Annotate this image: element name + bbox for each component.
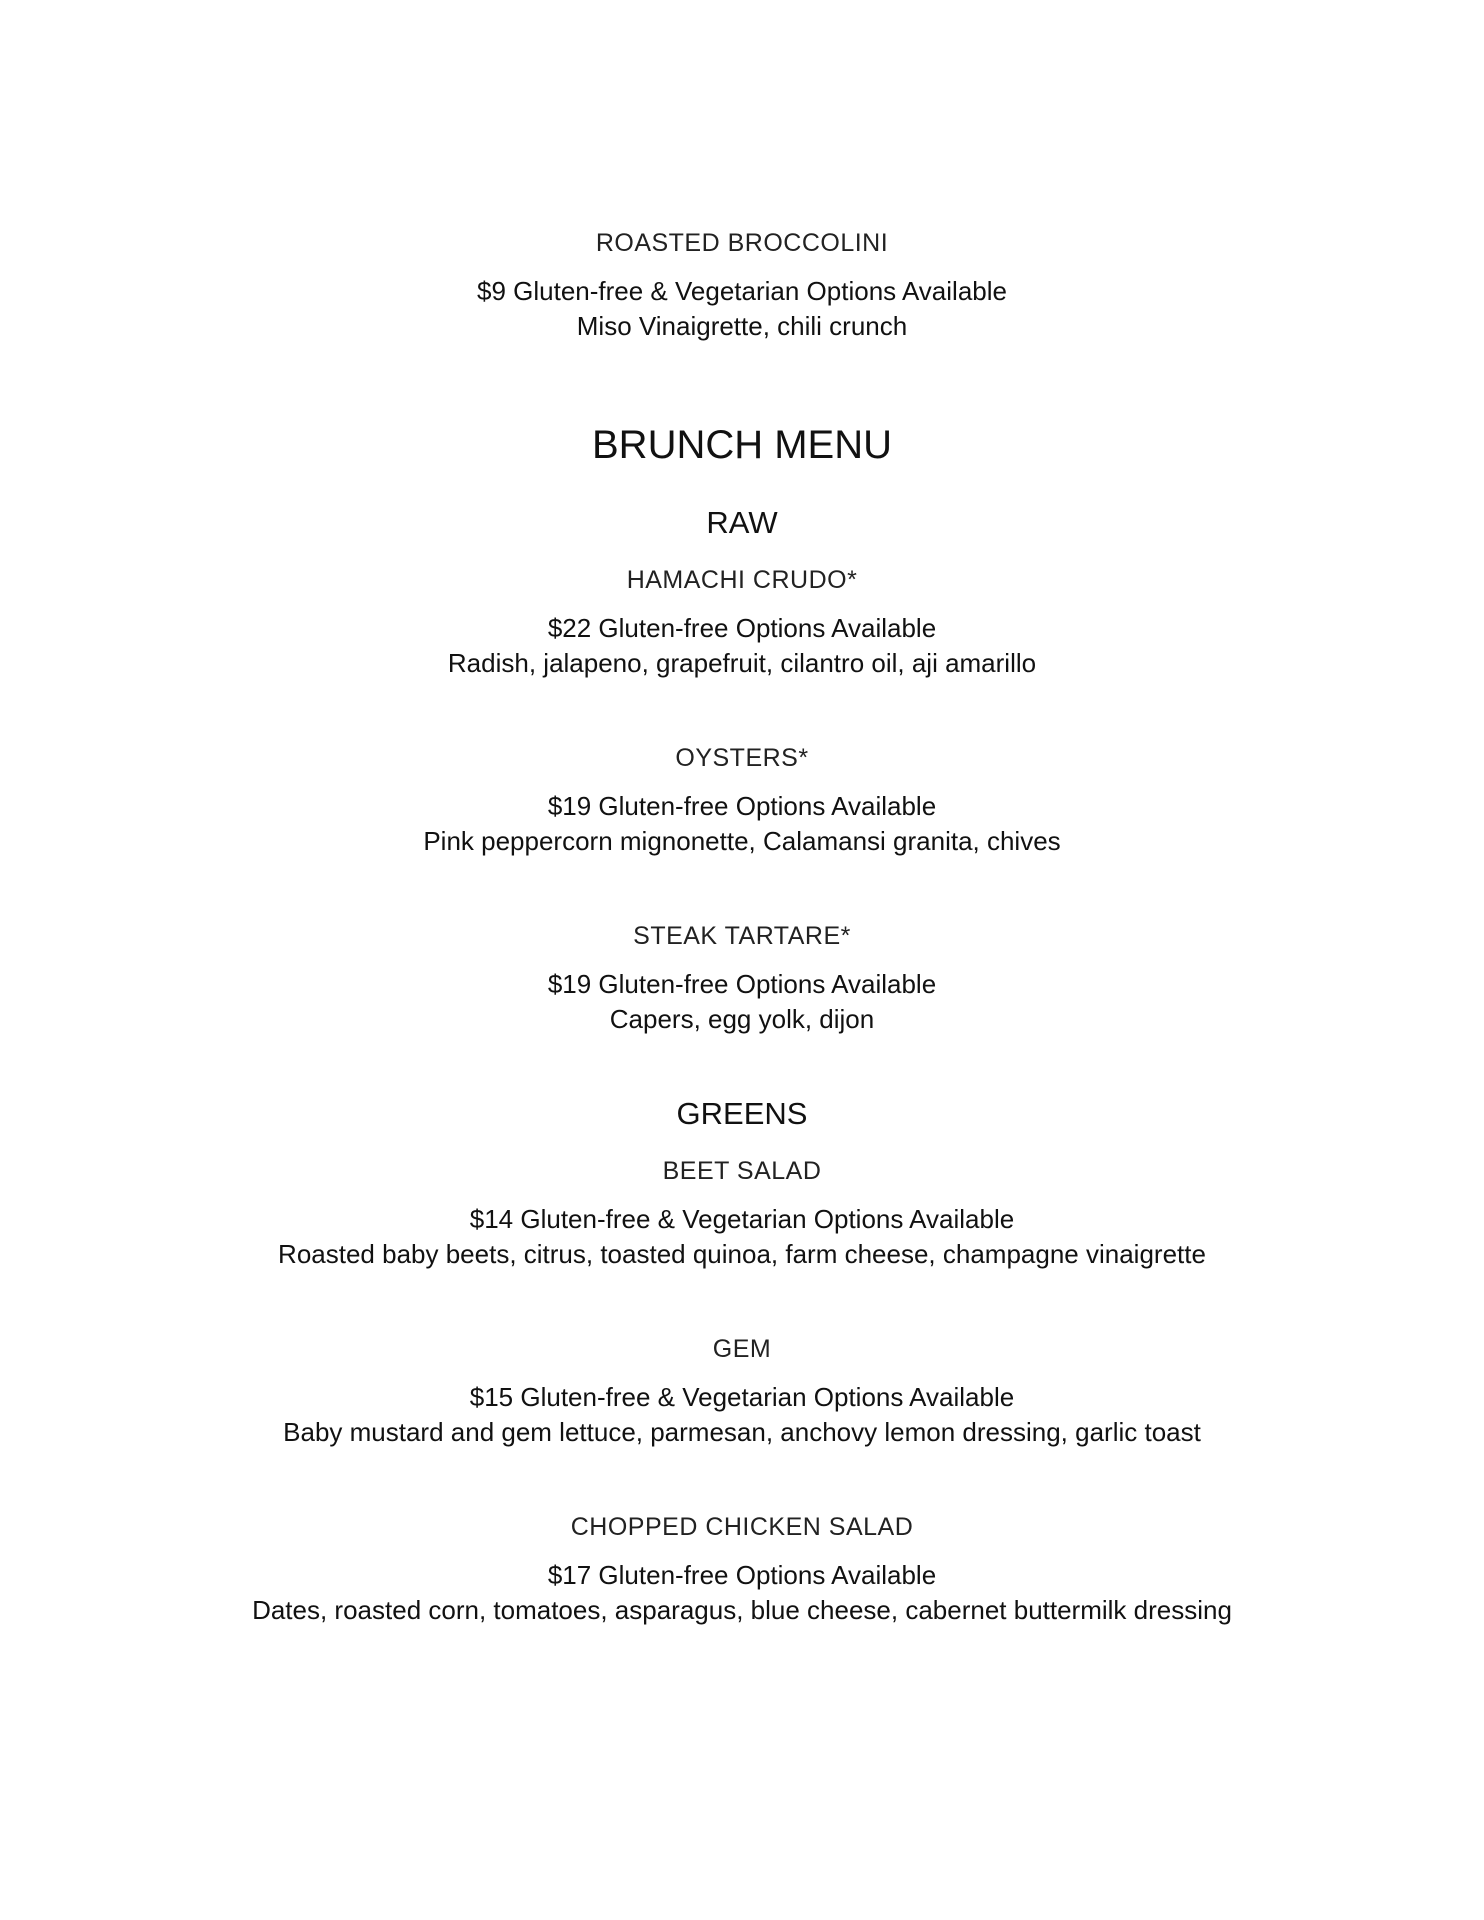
item-price-line: $17 Gluten-free Options Available xyxy=(547,1560,937,1590)
item-price-line: $15 Gluten-free & Vegetarian Options Available xyxy=(469,1382,1015,1412)
item-name: STEAK TARTARE* xyxy=(633,922,851,950)
item-name: HAMACHI CRUDO* xyxy=(626,566,858,594)
item-description: Radish, jalapeno, grapefruit, cilantro oil, aji amarillo xyxy=(447,648,1037,678)
item-price-line: $9 Gluten-free & Vegetarian Options Available xyxy=(477,276,1007,306)
item-description: Baby mustard and gem lettuce, parmesan, anchovy lemon dressing, garlic toast xyxy=(283,1417,1201,1447)
item-name: CHOPPED CHICKEN SALAD xyxy=(570,1513,914,1541)
item-description: Roasted baby beets, citrus, toasted quinoa, farm cheese, champagne vinaigrette xyxy=(278,1239,1206,1269)
menu-item-oysters xyxy=(0,743,1484,859)
section-title: GREENS xyxy=(676,1096,808,1131)
menu-item-beet-salad xyxy=(0,1156,1484,1272)
menu-title: BRUNCH MENU xyxy=(592,423,892,467)
section-greens xyxy=(0,1094,1484,1628)
item-description: Dates, roasted corn, tomatoes, asparagus, blue cheese, cabernet buttermilk dressing xyxy=(252,1595,1232,1625)
menu-item-roasted-broccolini xyxy=(0,228,1484,344)
item-description: Capers, egg yolk, dijon xyxy=(609,1004,875,1034)
menu-item-hamachi-crudo xyxy=(0,565,1484,681)
item-price-line: $14 Gluten-free & Vegetarian Options Available xyxy=(469,1204,1015,1234)
menu-item-chopped-chicken-salad xyxy=(0,1512,1484,1628)
item-name: OYSTERS* xyxy=(675,744,809,772)
menu-item-gem xyxy=(0,1334,1484,1450)
section-raw xyxy=(0,503,1484,1037)
item-price-line: $22 Gluten-free Options Available xyxy=(547,613,937,643)
menu-item-steak-tartare xyxy=(0,921,1484,1037)
item-description: Miso Vinaigrette, chili crunch xyxy=(576,311,908,341)
item-name: BEET SALAD xyxy=(662,1157,822,1185)
item-name: GEM xyxy=(712,1335,772,1363)
item-price-line: $19 Gluten-free Options Available xyxy=(547,791,937,821)
section-title: RAW xyxy=(706,505,778,540)
item-price-line: $19 Gluten-free Options Available xyxy=(547,969,937,999)
item-description: Pink peppercorn mignonette, Calamansi granita, chives xyxy=(423,826,1061,856)
item-name: ROASTED BROCCOLINI xyxy=(595,229,889,257)
